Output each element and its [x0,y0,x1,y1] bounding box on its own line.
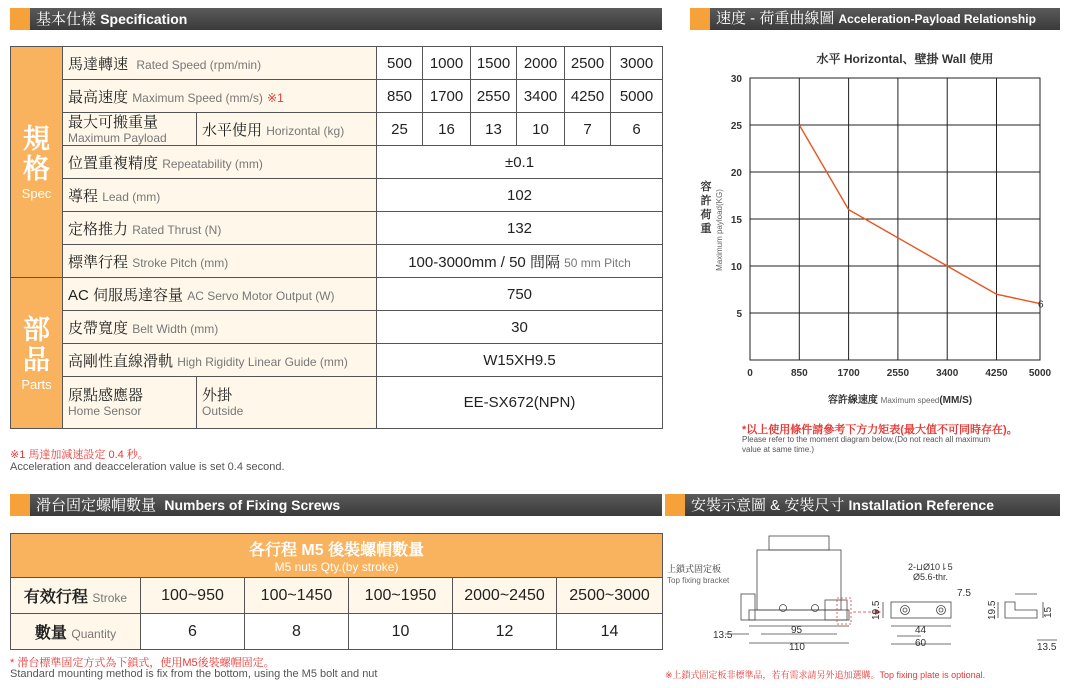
x-tick-label: 0 [747,368,753,379]
chart-grid [750,78,1040,360]
chart-series [799,125,1044,311]
row-thrust [11,212,663,245]
label-lead: 導程 Lead (mm) [63,179,377,212]
label-horizontal: 水平使用 Horizontal (kg) [197,113,377,146]
x-tick-label: 4250 [985,368,1008,379]
row-rated-speed [11,47,663,80]
y-axis-label-en: Maximum payload(KG) [715,189,724,271]
install-title-zh: 安裝示意圖 & 安裝尺寸 [691,497,845,514]
row-max-speed [11,80,663,113]
x-tick-label: 850 [790,368,808,379]
cell-value: EE-SX672(NPN) [377,377,663,429]
x-tick-label: 2550 [886,368,910,379]
cell-value: 750 [377,278,663,311]
cell-value: 1700 [423,80,471,113]
dim-110: 110 [789,642,805,653]
cell-value: 850 [377,80,423,113]
quantity-cell: 6 [141,614,245,650]
row-belt [11,311,663,344]
dim-44: 44 [915,625,927,636]
installation-drawing [665,530,1065,660]
cell-value: 16 [423,113,471,146]
label-max-payload: 最大可搬重量 Maximum Payload [63,113,197,146]
cell-value: 10 [517,113,565,146]
chart-note-en-2: value at same time.) [742,445,815,454]
left-bracket-shape [741,594,755,620]
chart-note-en-1: Please refer to the moment diagram below.(Do not reach all maximum [742,435,991,444]
label-outside: 外掛 Outside [197,377,377,429]
y-tick-label: 5 [736,309,742,320]
chart-title: 水平 Horizontal、壁掛 Wall 使用 [816,52,994,66]
motor-block-shape [769,536,829,550]
row-motor [11,278,663,311]
label-motor: AC 伺服馬達容量 AC Servo Motor Output (W) [63,278,377,311]
stroke-cell: 100~1450 [245,578,349,614]
stroke-cell: 2500~3000 [557,578,663,614]
row-repeatability [11,146,663,179]
screw-title-en: Numbers of Fixing Screws [164,497,341,513]
stroke-cell: 2000~2450 [453,578,557,614]
screw-table [10,533,663,650]
cell-value: W15XH9.5 [377,344,663,377]
screw-section-header [10,494,662,516]
cell-value: 7 [565,113,611,146]
cell-value: 30 [377,311,663,344]
dim-95: 95 [791,625,803,636]
category-parts: 部品 Parts [11,278,63,429]
chart-ticks [731,74,1052,379]
stroke-cell: 100~1950 [349,578,453,614]
label-thrust: 定格推力 Rated Thrust (N) [63,212,377,245]
cell-value: 100-3000mm / 50 間隔 50 mm Pitch [377,245,663,278]
bracket-side-shape [1005,602,1037,618]
dim-13-5: 13.5 [713,630,733,641]
screw-note-en: Standard mounting method is fix from the bottom, using the M5 bolt and nut [10,668,378,680]
spec-note-en: Acceleration and deacceleration value is set 0.4 second. [10,461,285,473]
x-tick-label: 5000 [1028,368,1052,379]
stroke-label: 有效行程 Stroke [11,578,141,614]
row-lead [11,179,663,212]
cell-value: 2550 [471,80,517,113]
row-sensor [11,377,663,429]
row-stroke [11,245,663,278]
install-note: ※上鎖式固定板非標準品，若有需求請另外追加選購。Top fixing plate is optional. [665,670,986,680]
label-stroke: 標準行程 Stroke Pitch (mm) [63,245,377,278]
screw-table-header: 各行程 M5 後裝螺帽數量 M5 nuts Qty.(by stroke) [11,534,663,578]
cell-value: 500 [377,47,423,80]
cell-value: 1000 [423,47,471,80]
cell-value: 132 [377,212,663,245]
cell-value: ±0.1 [377,146,663,179]
y-tick-label: 15 [730,215,742,226]
screw-title-zh: 滑台固定螺帽數量 [36,497,157,514]
dim-19-5-a: 19.5 [871,600,882,620]
cell-value: 3000 [611,47,663,80]
cell-value: 3400 [517,80,565,113]
bracket-label-en: Top fixing bracket [667,576,730,585]
chart-note-zh: *以上使用條件請參考下方力矩表(最大值不可同時存在)。 [742,424,1018,436]
base-plate-shape [749,610,849,620]
stroke-cell: 100~950 [141,578,245,614]
cell-value: 4250 [565,80,611,113]
row-max-payload [11,113,663,146]
slide-body-shape [757,550,841,610]
cell-value: 25 [377,113,423,146]
stroke-row [11,578,663,614]
row-guide [11,344,663,377]
payload-chart [670,40,1070,420]
cell-value: 102 [377,179,663,212]
dim-60: 60 [915,638,927,649]
label-max-speed: 最高速度 Maximum Speed (mm/s) ※1 [63,80,377,113]
quantity-cell: 12 [453,614,557,650]
label-guide: 高剛性直線滑軌 High Rigidity Linear Guide (mm) [63,344,377,377]
screw-note-zh: * 滑台標準固定方式為下鎖式，使用M5後裝螺帽固定。 [10,657,275,669]
end-value-label: 6 [1038,299,1044,311]
label-rated-speed: 馬達轉速 Rated Speed (rpm/min) [63,47,377,80]
x-tick-label: 3400 [936,368,959,379]
quantity-row [11,614,663,650]
spec-table [10,46,663,429]
y-tick-label: 25 [730,121,742,132]
cell-value: 1500 [471,47,517,80]
category-spec: 規格 Spec [11,47,63,278]
y-tick-label: 20 [730,168,742,179]
spec-title-en: Specification [100,11,188,27]
chart-section-header [690,8,1060,30]
y-tick-label: 30 [730,74,742,85]
install-section-header [665,494,1060,516]
chart-title-zh: 速度 - 荷重曲線圖 [716,10,835,27]
hole-spec-2: Ø5.6-thr. [913,572,949,582]
dim-13-5-b: 13.5 [1037,642,1057,653]
label-belt: 皮帶寬度 Belt Width (mm) [63,311,377,344]
hole-spec-1: 2-⊔Ø10⇂5 [908,562,953,572]
cell-value: 5000 [611,80,663,113]
y-tick-label: 10 [730,262,742,273]
bracket-label-zh: 上鎖式固定板 [667,564,722,574]
label-repeatability: 位置重複精度 Repeatability (mm) [63,146,377,179]
quantity-cell: 14 [557,614,663,650]
x-axis-label: 容許線速度 Maximum speed(MM/S) [827,395,973,406]
spec-section-header [10,8,662,30]
cell-value: 6 [611,113,663,146]
dim-15: 15 [1043,606,1054,618]
dim-7-5: 7.5 [957,588,971,599]
dim-19-5-b: 19.5 [987,600,998,620]
cell-value: 2000 [517,47,565,80]
quantity-cell: 10 [349,614,453,650]
y-axis-label-zh: 容許荷重 [700,181,712,235]
payload-line [799,125,1040,304]
quantity-cell: 8 [245,614,349,650]
cell-value: 13 [471,113,517,146]
chart-title-en: Acceleration-Payload Relationship [838,12,1036,26]
install-title-en: Installation Reference [848,497,995,513]
cell-value: 2500 [565,47,611,80]
x-tick-label: 1700 [837,368,860,379]
spec-note-zh: ※1 馬達加減速設定 0.4 秒。 [10,449,149,461]
spec-title-zh: 基本仕樣 [36,11,97,28]
bracket-detail-shape [891,602,951,618]
label-sensor: 原點感應器 Home Sensor [63,377,197,429]
quantity-label: 數量 Quantity [11,614,141,650]
